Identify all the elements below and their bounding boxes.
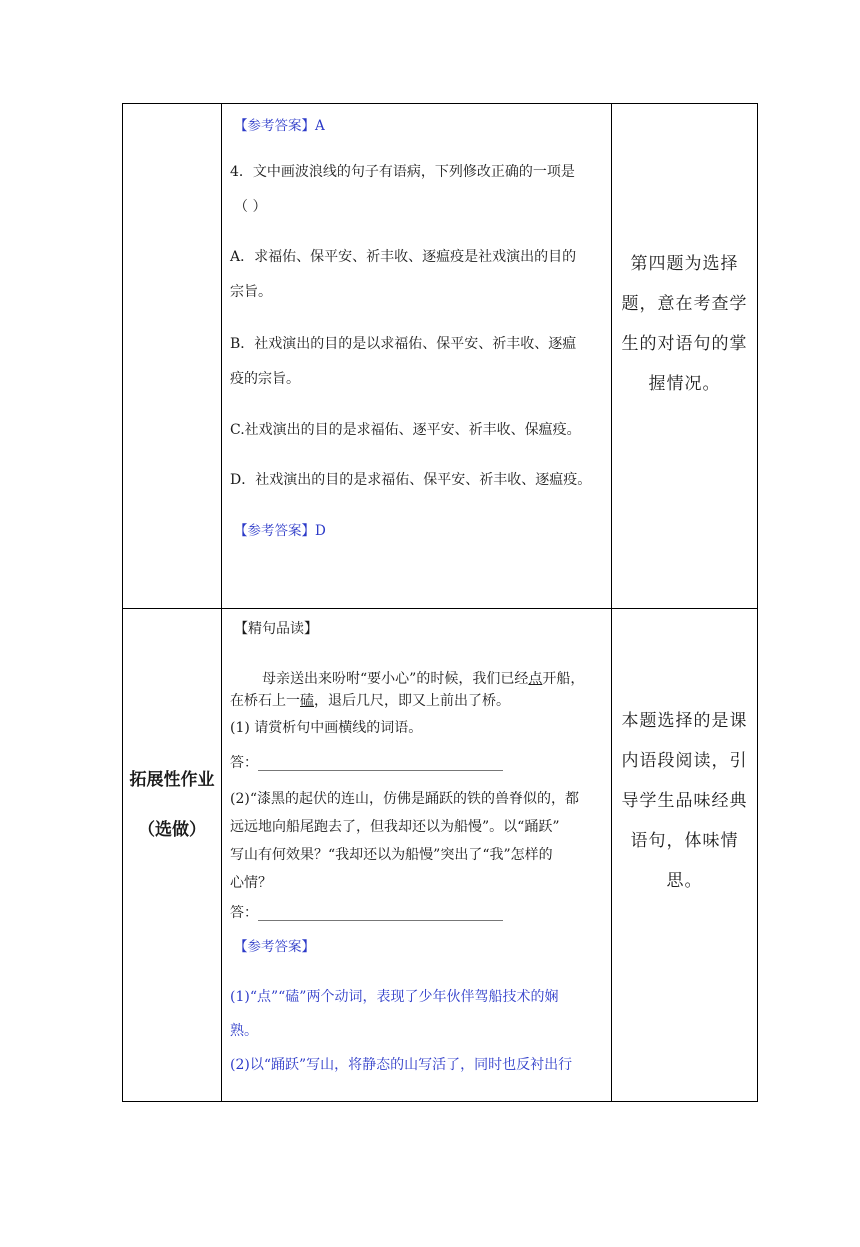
reference-1-cont: 熟。 bbox=[230, 1023, 258, 1039]
answer-label-d: 【参考答案】D bbox=[234, 523, 326, 539]
q4-paren: （ ） bbox=[234, 199, 267, 215]
category-label: 拓展性作业（选做） bbox=[129, 770, 215, 840]
section-heading: 【精句品读】 bbox=[234, 621, 318, 637]
question-1: (1) 请赏析句中画横线的词语。 bbox=[230, 720, 423, 736]
option-d: D．社戏演出的目的是求福佑、保平安、祈丰收、逐瘟疫。 bbox=[230, 472, 592, 488]
question-2-line-1: (2)“漆黑的起伏的连山，仿佛是踊跃的铁的兽脊似的，都 bbox=[230, 791, 579, 807]
answer-line-1: 答： bbox=[230, 751, 503, 775]
question-2-line-4: 心情？ bbox=[230, 875, 272, 891]
option-a-cont: 宗旨。 bbox=[230, 284, 272, 300]
passage-line-1: 母亲送出来吩咐“要小心”的时候，我们已经点开船， bbox=[262, 671, 585, 687]
reference-label: 【参考答案】 bbox=[234, 939, 315, 955]
option-b: B．社戏演出的目的是以求福佑、保平安、祈丰收、逐瘟 bbox=[230, 336, 577, 352]
answer-blank[interactable] bbox=[258, 906, 503, 921]
table-row bbox=[123, 609, 758, 1102]
question-2-line-2: 远远地向船尾跑去了，但我却还以为船慢”。以“踊跃” bbox=[230, 819, 560, 835]
q4-text: 4．文中画波浪线的句子有语病，下列修改正确的一项是 bbox=[230, 164, 575, 180]
reference-1: (1)“点”“磕”两个动词，表现了少年伙伴驾船技术的娴 bbox=[230, 989, 559, 1005]
worksheet-table bbox=[122, 103, 758, 1102]
answer-line-2: 答： bbox=[230, 901, 503, 925]
option-c: C.社戏演出的目的是求福佑、逐平安、祈丰收、保瘟疫。 bbox=[230, 422, 581, 438]
left-cell bbox=[123, 609, 222, 1102]
design-note: 第四题为选择题，意在考查学生的对语句的掌握情况。 bbox=[621, 254, 748, 394]
table-row bbox=[123, 104, 758, 609]
question-2-line-3: 写山有何效果？“我却还以为船慢”突出了“我”怎样的 bbox=[230, 847, 553, 863]
option-a: A．求福佑、保平安、祈丰收、逐瘟疫是社戏演出的目的 bbox=[230, 249, 577, 265]
question-cell bbox=[222, 104, 612, 609]
note-cell bbox=[612, 104, 758, 609]
answer-blank[interactable] bbox=[258, 756, 503, 771]
question-cell bbox=[222, 609, 612, 1102]
passage-line-2: 在桥石上一磕，退后几尺，即又上前出了桥。 bbox=[230, 693, 510, 709]
design-note: 本题选择的是课内语段阅读，引导学生品味经典语句，体味情思。 bbox=[621, 711, 748, 891]
option-b-cont: 疫的宗旨。 bbox=[230, 371, 300, 387]
answer-label-a: 【参考答案】A bbox=[234, 118, 325, 134]
note-cell bbox=[612, 609, 758, 1102]
reference-2: (2)以“踊跃”写山，将静态的山写活了，同时也反衬出行 bbox=[230, 1057, 573, 1073]
left-cell-empty bbox=[123, 104, 222, 609]
